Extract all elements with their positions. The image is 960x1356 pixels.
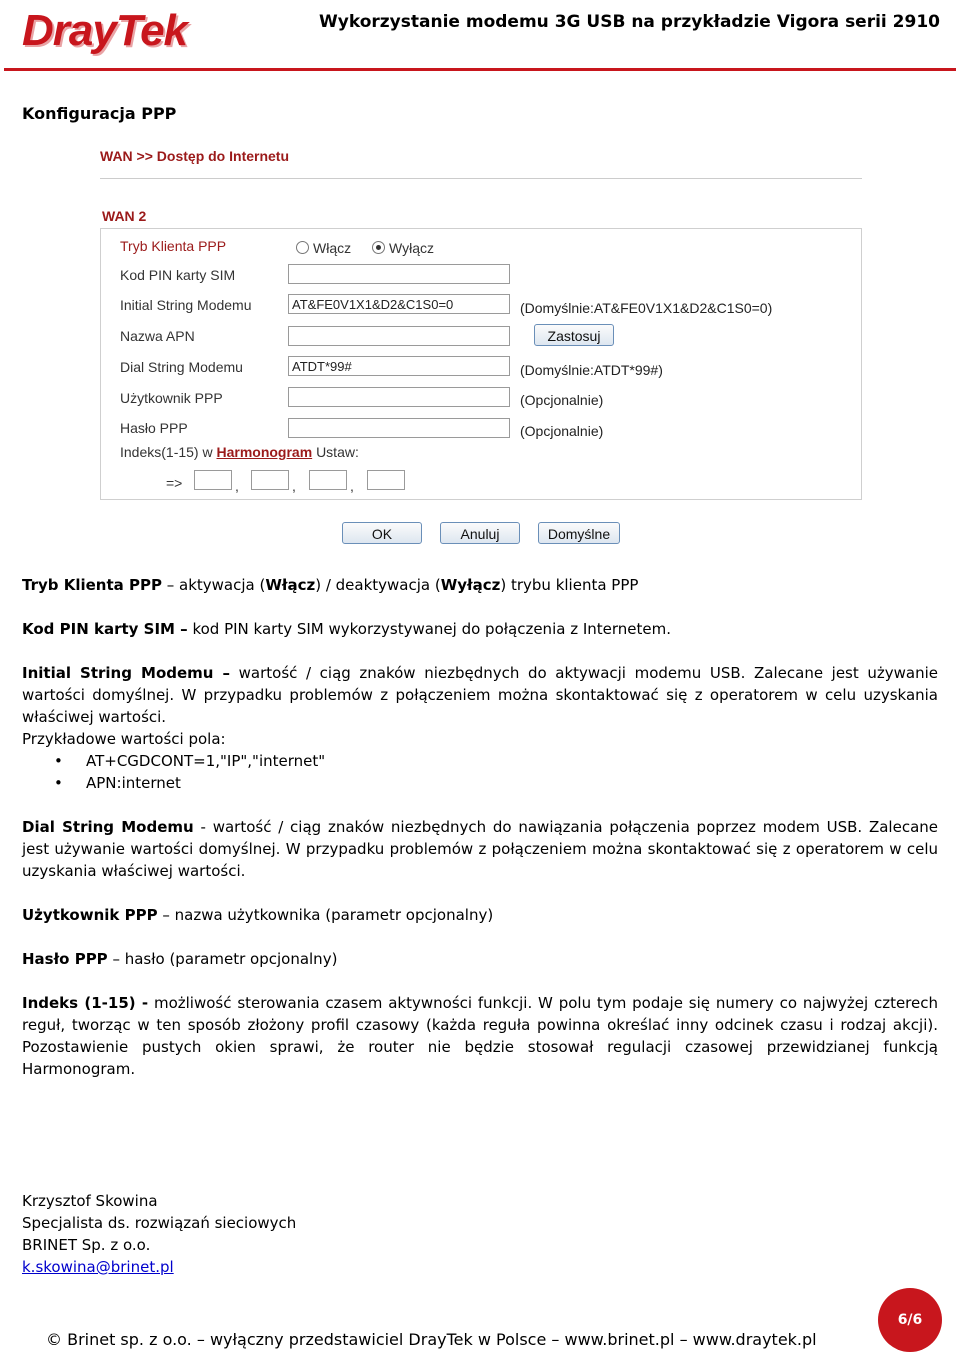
index-description <box>22 992 938 1080</box>
dial-hint: (Domyślnie:ATDT*99#) <box>520 362 663 378</box>
mode-off: Wyłącz <box>440 576 501 594</box>
index-arrow: => <box>166 475 183 491</box>
list-item-text: AT+CGDCONT=1,"IP","internet" <box>86 752 326 770</box>
dial-term: Dial String Modemu <box>22 818 194 836</box>
default-button[interactable]: Domyślne <box>538 522 620 544</box>
index-suffix: Ustaw: <box>316 444 359 460</box>
mode-text: ) trybu klienta PPP <box>500 576 639 594</box>
schedule-input-1[interactable] <box>194 470 232 490</box>
author-name: Krzysztof Skowina <box>22 1192 158 1210</box>
init-description <box>22 662 938 728</box>
pass-label: Hasło PPP <box>120 420 188 436</box>
bullet-icon: • <box>54 752 63 770</box>
pass-term: Hasło PPP <box>22 950 108 968</box>
pin-text: kod PIN karty SIM wykorzystywanej do połączenia z Internetem. <box>187 620 672 638</box>
bullet-icon: • <box>54 774 63 792</box>
schedule-comma: , <box>235 478 239 494</box>
index-term: Indeks (1-15) - <box>22 994 149 1012</box>
schedule-comma: , <box>292 478 296 494</box>
header-title: Wykorzystanie modemu 3G USB na przykładzie Vigora serii 2910 <box>319 12 940 32</box>
dial-text: - wartość / ciąg znaków niezbędnych do nawiązania połączenia poprzez modem USB. Zalecane jest używanie wartości domyślnej. W przypadku problemów z połączeniem można skontaktować się z operatorem w celu uzyskania właściwej wartości. <box>22 818 938 880</box>
header-divider <box>4 68 956 71</box>
ok-button[interactable]: OK <box>342 522 422 544</box>
wan-title: WAN 2 <box>102 208 147 224</box>
mode-label: Tryb Klienta PPP <box>120 238 227 254</box>
radio-disable[interactable] <box>372 240 434 256</box>
cancel-button[interactable]: Anuluj <box>440 522 520 544</box>
schedule-link[interactable]: Harmonogram <box>216 444 313 460</box>
mode-term: Tryb Klienta PPP <box>22 576 162 594</box>
dial-label: Dial String Modemu <box>120 359 243 375</box>
pin-description <box>22 618 938 640</box>
schedule-input-3[interactable] <box>309 470 347 490</box>
pass-input[interactable] <box>288 418 510 438</box>
mode-on: Włącz <box>265 576 316 594</box>
author-company: BRINET Sp. z o.o. <box>22 1236 151 1254</box>
draytek-logo: DrayTek <box>22 6 188 55</box>
radio-enable[interactable] <box>296 240 351 256</box>
router-config-screenshot <box>96 140 864 550</box>
index-line <box>120 444 359 460</box>
radio-disable-label: Wyłącz <box>389 240 434 256</box>
init-term: Initial String Modemu – <box>22 664 231 682</box>
dial-description <box>22 816 938 882</box>
breadcrumb-divider <box>100 178 862 179</box>
index-prefix: Indeks(1-15) w <box>120 444 213 460</box>
pass-hint: (Opcjonalnie) <box>520 423 604 439</box>
page-footer: © Brinet sp. z o.o. – wyłączny przedstawiciel DrayTek w Polsce – www.brinet.pl – www.draytek.pl <box>46 1330 817 1349</box>
user-text: – nazwa użytkownika (parametr opcjonalny) <box>157 906 494 924</box>
user-term: Użytkownik PPP <box>22 906 158 924</box>
init-text: wartość / ciąg znaków niezbędnych do aktywacji modemu USB. Zalecane jest używanie wartości domyślnej. W przypadku problemów z połączeniem można skontaktować się z operatorem w celu uzyskania właściwej wartości. <box>22 664 938 726</box>
author-email-line <box>22 1256 174 1278</box>
radio-enable-label: Włącz <box>313 240 352 256</box>
user-label: Użytkownik PPP <box>120 390 223 406</box>
schedule-comma: , <box>350 478 354 494</box>
pin-label: Kod PIN karty SIM <box>120 267 236 283</box>
mode-text: – aktywacja ( <box>161 576 266 594</box>
author-email-link[interactable]: k.skowina@brinet.pl <box>22 1258 174 1276</box>
example-intro: Przykładowe wartości pola: <box>22 730 226 748</box>
apn-input[interactable] <box>288 326 510 346</box>
init-label: Initial String Modemu <box>120 297 252 313</box>
apply-button[interactable]: Zastosuj <box>534 324 614 346</box>
list-item-text: APN:internet <box>86 774 181 792</box>
schedule-input-4[interactable] <box>367 470 405 490</box>
index-text: możliwość sterowania czasem aktywności funkcji. W polu tym podaje się numery co najwyżej czterech reguł, tworząc w ten sposób złożony profil czasowy (każda reguła powinna określać inny odcinek czasu i rodzaj akcji). Pozostawienie pustych okien sprawi, że router nie będzie stosował regulacji czasowej przewidzianej funkcją Harmonogram. <box>22 994 938 1078</box>
user-input[interactable] <box>288 387 510 407</box>
author-position: Specjalista ds. rozwiązań sieciowych <box>22 1214 297 1232</box>
pass-text: – hasło (parametr opcjonalny) <box>107 950 338 968</box>
user-hint: (Opcjonalnie) <box>520 392 604 408</box>
apn-label: Nazwa APN <box>120 328 195 344</box>
pass-description <box>22 948 938 970</box>
page-number-badge: 6/6 <box>878 1288 942 1352</box>
page-header <box>0 0 960 72</box>
section-title: Konfiguracja PPP <box>22 104 177 123</box>
user-description <box>22 904 938 926</box>
breadcrumb: WAN >> Dostęp do Internetu <box>100 148 290 164</box>
radio-disable-icon <box>372 241 385 254</box>
mode-text: ) / deaktywacja ( <box>315 576 441 594</box>
init-hint: (Domyślnie:AT&FE0V1X1&D2&C1S0=0) <box>520 300 773 316</box>
schedule-input-2[interactable] <box>251 470 289 490</box>
init-input[interactable]: AT&FE0V1X1&D2&C1S0=0 <box>288 294 510 314</box>
pin-input[interactable] <box>288 264 510 284</box>
mode-description <box>22 574 938 596</box>
pin-term: Kod PIN karty SIM – <box>22 620 188 638</box>
dial-input[interactable]: ATDT*99# <box>288 356 510 376</box>
radio-enable-icon <box>296 241 309 254</box>
